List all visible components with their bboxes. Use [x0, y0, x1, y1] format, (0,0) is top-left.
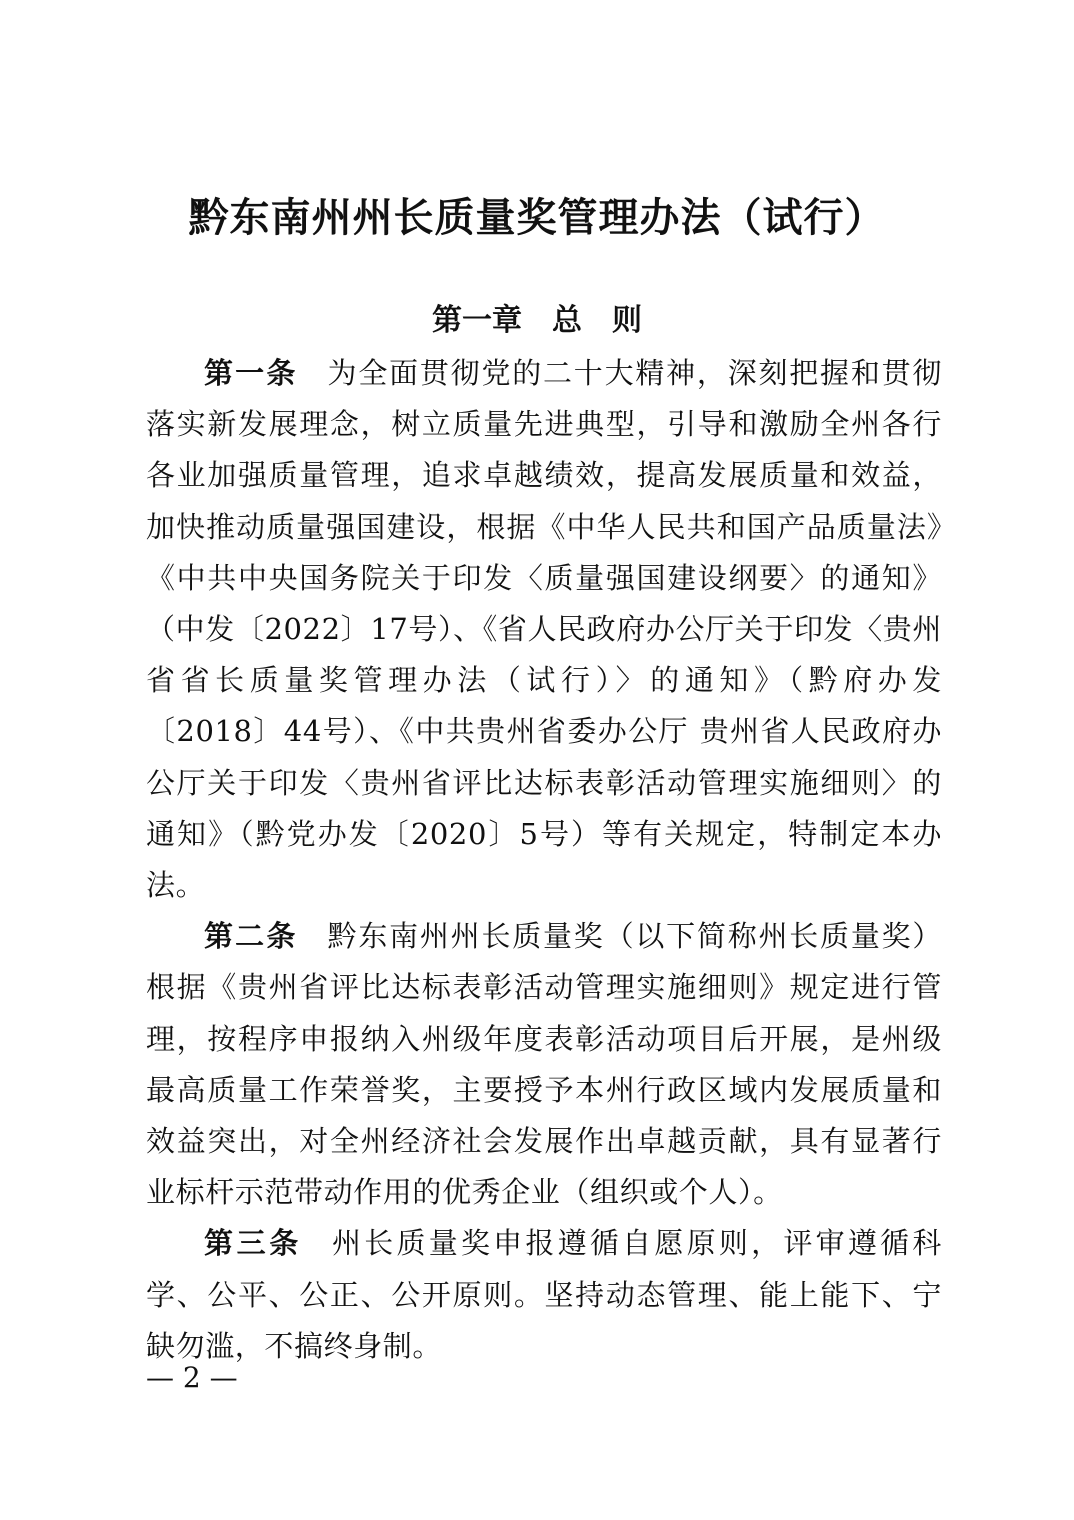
- page-number: — 2 —: [146, 1361, 238, 1394]
- article-2-label: 第二条: [204, 919, 298, 954]
- article-2: [146, 911, 942, 1218]
- article-1-label: 第一条: [204, 356, 298, 390]
- article-3-label: 第三条: [204, 1226, 302, 1261]
- document-title: 黔东南州州长质量奖管理办法（试行）: [188, 195, 886, 241]
- article-1-text: 为全面贯彻党的二十大精神，深刻把握和贯彻落实新发展理念，树立质量先进典型，引导和激励全州各行各业加强质量管理，追求卓越绩效，提高发展质量和效益，加快推动质量强国建设，根据《中华人民共和国产品质量法》《中共中央国务院关于印发〈质量强国建设纲要〉的通知》（中发〔2022〕17号）、《省人民政府办公厅关于印发〈贵州省省长质量奖管理办法（试行）〉的通知》（黔府办发〔2018〕44号）、《中共贵州省委办公厅 贵州省人民政府办公厅关于印发〈贵州省评比达标表彰活动管理实施细则〉的通知》（黔党办发〔2020〕5号）等有关规定，特制定本办法。: [146, 356, 942, 903]
- article-2-text: 黔东南州州长质量奖（以下简称州长质量奖）根据《贵州省评比达标表彰活动管理实施细则》规定进行管理，按程序申报纳入州级年度表彰活动项目后开展，是州级最高质量工作荣誉奖，主要授予本州行政区域内发展质量和效益突出，对全州经济社会发展作出卓越贡献，具有显著行业标杆示范带动作用的优秀企业（组织或个人）。: [146, 919, 942, 1210]
- document-body: [146, 348, 942, 1372]
- article-3-text: 州长质量奖申报遵循自愿原则，评审遵循科学、公平、公正、公开原则。坚持动态管理、能上能下、宁缺勿滥，不搞终身制。: [146, 1226, 942, 1363]
- article-3: [146, 1218, 942, 1372]
- chapter-title: 第一章 总 则: [432, 303, 642, 338]
- article-1: [146, 348, 942, 911]
